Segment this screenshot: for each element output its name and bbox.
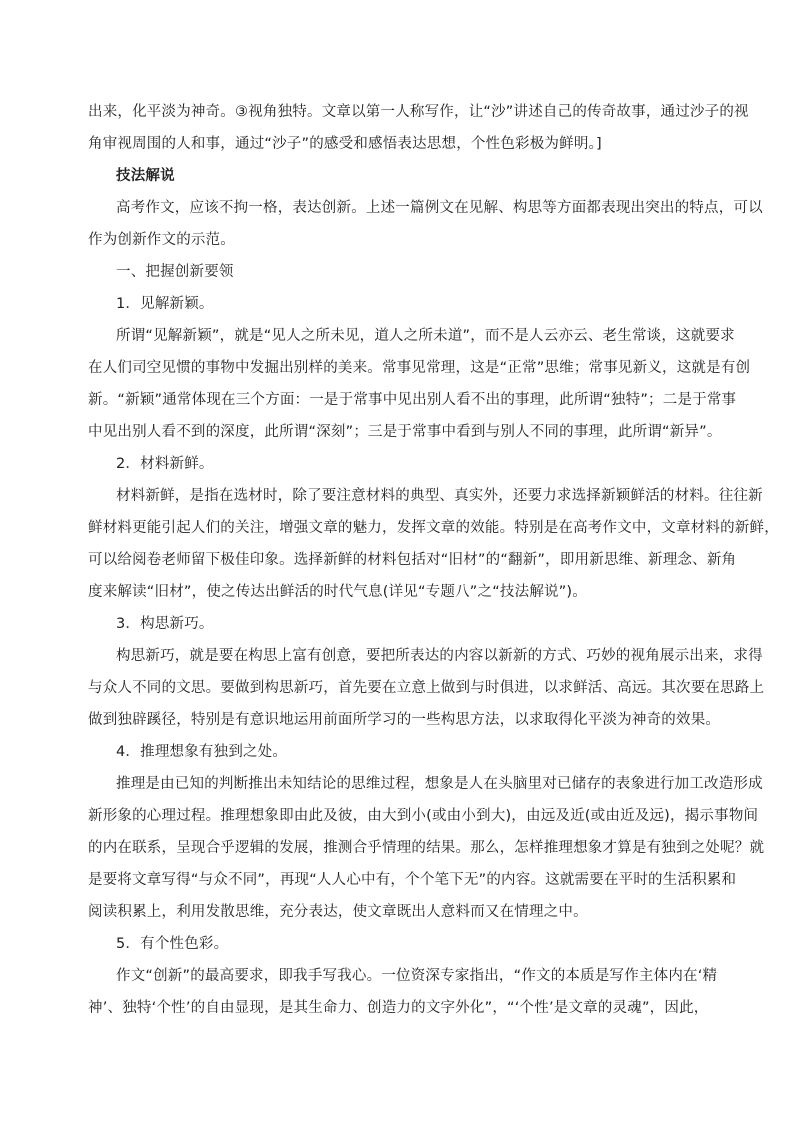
text-line: 与众人不同的文思。要做到构思新巧，首先要在立意上做到与时俱进，以求鲜活、高远。其次要在思路上 bbox=[88, 680, 765, 696]
text-line: 阅读积累上，利用发散思维，充分表达，使文章既出人意料而又在情理之中。 bbox=[88, 904, 588, 920]
text-line: 角审视周围的人和事，通过“沙子”的感受和感悟表达思想，个性色彩极为鲜明。] bbox=[88, 136, 602, 152]
text-line: 新。“新颖”通常体现在三个方面：一是于常事中见出别人看不出的事理，此所谓“独特”；二是于常事 bbox=[88, 392, 737, 408]
text-line: 推理是由已知的判断推出未知结论的思维过程，想象是人在头脑里对已储存的表象进行加工改造形成 bbox=[116, 776, 763, 792]
text-line: 做到独辟蹊径，特别是有意识地运用前面所学习的一些构思方法，以求取得化平淡为神奇的效果。 bbox=[88, 712, 721, 728]
item-heading: 3．构思新巧。 bbox=[116, 616, 214, 632]
text-line: 的内在联系，呈现合乎逻辑的发展，推测合乎情理的结果。那么，怎样推理想象才算是有独到之处呢？就 bbox=[88, 840, 765, 856]
text-line: 可以给阅卷老师留下极佳印象。选择新鲜的材料包括对“旧材”的“翻新”，即用新思维、新理念、新角 bbox=[88, 552, 737, 568]
item-heading: 1．见解新颖。 bbox=[116, 296, 214, 312]
item-heading: 4．推理想象有独到之处。 bbox=[116, 744, 288, 760]
item-heading: 2．材料新鲜。 bbox=[116, 456, 214, 472]
text-line: 神’、独特‘个性’的自由显现，是其生命力、创造力的文字外化”，“‘个性’是文章的灵魂”，因此， bbox=[88, 1000, 709, 1016]
subsection-heading: 一、把握创新要领 bbox=[116, 264, 234, 280]
item-heading: 5．有个性色彩。 bbox=[116, 936, 229, 952]
text-line: 高考作文，应该不拘一格，表达创新。上述一篇例文在见解、构思等方面都表现出突出的特点，可以 bbox=[116, 200, 763, 216]
text-line: 作为创新作文的示范。 bbox=[88, 232, 235, 248]
text-line: 材料新鲜，是指在选材时，除了要注意材料的典型、真实外，还要力求选择新颖鲜活的材料。往往新 bbox=[116, 488, 763, 504]
text-line: 所谓“见解新颖”，就是“见人之所未见，道人之所未道”，而不是人云亦云、老生常谈，这就要求 bbox=[116, 328, 735, 344]
text-line: 是要将文章写得“与众不同”，再现“人人心中有，个个笔下无”的内容。这就需要在平时的生活积累和 bbox=[88, 872, 737, 888]
text-line: 构思新巧，就是要在构思上富有创意，要把所表达的内容以新新的方式、巧妙的视角展示出来，求得 bbox=[116, 648, 763, 664]
section-heading: 技法解说 bbox=[116, 168, 175, 184]
text-line: 作文“创新”的最高要求，即我手写我心。一位资深专家指出，“作文的本质是写作主体内在‘精 bbox=[116, 968, 718, 984]
text-line: 度来解读“旧材”，使之传达出鲜活的时代气息(详见“专题八”之“技法解说”)。 bbox=[88, 584, 587, 600]
text-line: 在人们司空见惯的事物中发掘出别样的美来。常事见常理，这是“正常”思维；常事见新义，这就是有创 bbox=[88, 360, 751, 376]
text-line: 鲜材料更能引起人们的关注，增强文章的魅力，发挥文章的效能。特别是在高考作文中，文章材料的新鲜， bbox=[88, 520, 779, 536]
text-line: 出来，化平淡为神奇。③视角独特。文章以第一人称写作，让“沙”讲述自己的传奇故事，通过沙子的视 bbox=[88, 104, 749, 120]
text-line: 新形象的心理过程。推理想象即由此及彼，由大到小(或由小到大)，由远及近(或由近及远)，揭示事物间 bbox=[88, 808, 759, 824]
text-line: 中见出别人看不到的深度，此所谓“深刻”；三是于常事中看到与别人不同的事理，此所谓“新异”。 bbox=[88, 424, 722, 440]
